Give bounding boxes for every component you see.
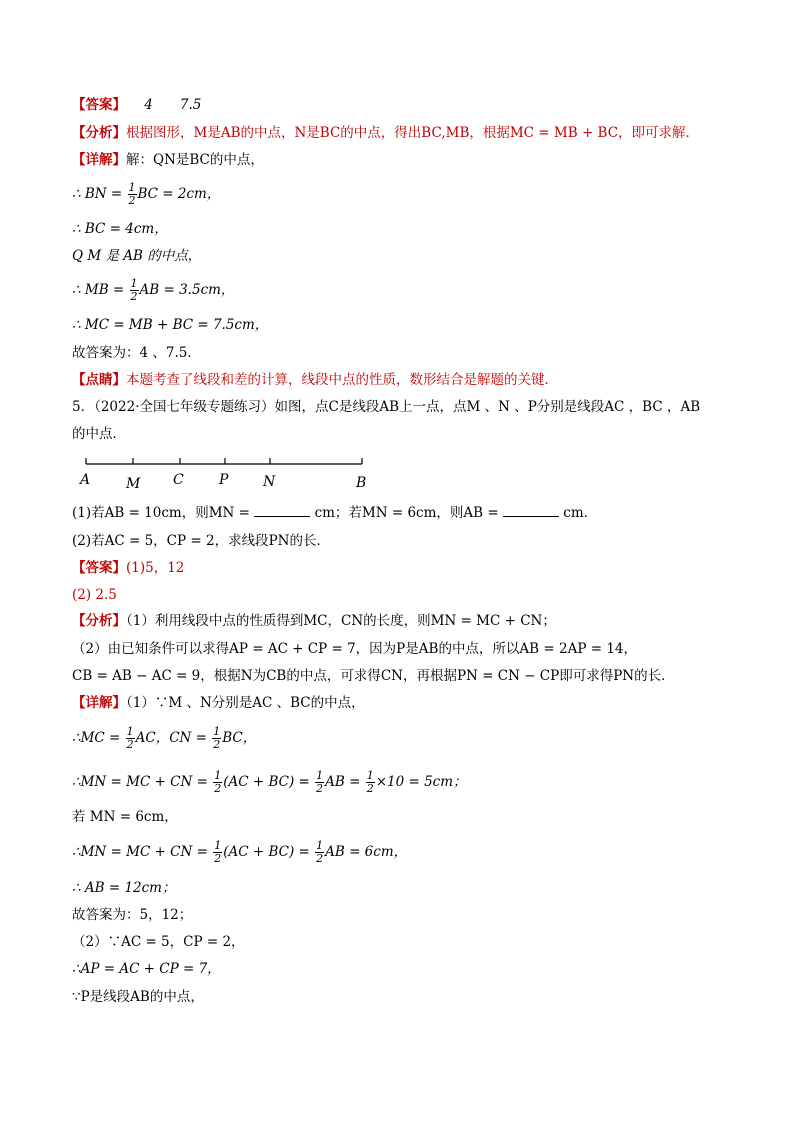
detail-line-1 <box>72 151 264 169</box>
answer-v1: (1)5，12 <box>126 560 185 576</box>
detail-tag: 【详解】 <box>72 695 126 711</box>
detail2-mn-6: ∴MN = MC + CN = $\frac{1}{2}$ (AC + BC) = $\frac{1}{2}$ AB = 6cm， <box>72 839 408 865</box>
label-c: C <box>173 472 184 488</box>
fraction-half: $\frac{1}{2}$ <box>214 769 222 795</box>
analysis-text: 根据图形，M是AB的中点，N是BC的中点，得出BC,MB，根据MC = MB + BC，即可求解． <box>126 125 700 141</box>
answer-line-2 <box>72 559 184 577</box>
analysis-line-1 <box>72 124 699 142</box>
answer-line-1 <box>72 96 201 114</box>
fraction-half: $\frac{1}{2}$ <box>128 181 136 207</box>
step-bn-lhs: ∴ BN = <box>72 186 127 202</box>
detail2-l9: ∴AP = AC + CP = 7， <box>72 961 221 977</box>
analysis2-l2: （2）由已知条件可以求得AP = AC + CP = 7，因为P是AB的中点，所以AB = 2AP = 14， <box>72 641 637 657</box>
fraction-half: $\frac{1}{2}$ <box>130 277 138 303</box>
step-mb-rhs: AB = 3.5cm， <box>139 282 235 298</box>
fraction-half: $\frac{1}{2}$ <box>316 839 324 865</box>
segment-figure <box>72 452 372 492</box>
step-bc: ∴ BC = 4cm， <box>72 221 168 237</box>
subquestion-2: (2)若AC = 5，CP = 2，求线段PN的长． <box>72 533 330 549</box>
step-bn <box>72 182 220 207</box>
fraction-half: $\frac{1}{2}$ <box>213 725 221 751</box>
analysis2-l1: （1）利用线段中点的性质得到MC，CN的长度，则MN = MC + CN； <box>126 613 556 629</box>
detail2-mn-calc: ∴MN = MC + CN = $\frac{1}{2}$ (AC + BC) = $\frac{1}{2}$ AB = $\frac{1}{2}$ ×10 = 5cm； <box>72 769 467 795</box>
step-mb-lhs: ∴ MB = <box>72 282 129 298</box>
answer-tag: 【答案】 <box>72 97 126 113</box>
fraction-half: $\frac{1}{2}$ <box>214 839 222 865</box>
final-answer-1: 故答案为：4 、7.5． <box>72 345 201 361</box>
analysis-tag: 【分析】 <box>72 613 126 629</box>
detail2-l1: （1）∵M 、N分别是AC 、BC的中点， <box>126 695 365 711</box>
subquestion-1 <box>72 504 597 522</box>
answer-values: 4 7.5 <box>144 97 202 113</box>
step-m-mid: Q M 是 AB 的中点， <box>72 248 202 264</box>
answer-v2: (2) 2.5 <box>72 587 117 603</box>
step-mc: ∴ MC = MB + BC = 7.5cm， <box>72 317 269 333</box>
fraction-half: $\frac{1}{2}$ <box>316 769 324 795</box>
label-m: M <box>126 476 141 492</box>
label-b: B <box>356 475 367 491</box>
question-5-line-1: 5．（2022·全国七年级专题练习）如图，点C是线段AB上一点，点M 、N 、P分别是线段AC ，BC ，AB <box>72 399 701 415</box>
step-bn-rhs: BC = 2cm， <box>137 186 221 202</box>
detail2-l6: ∴ AB = 12cm； <box>72 880 176 896</box>
detail2-l4: 若 MN = 6cm， <box>72 809 178 825</box>
detail-tag: 【详解】 <box>72 152 126 168</box>
label-p: P <box>219 472 229 488</box>
detail2-l8: （2）∵AC = 5，CP = 2， <box>72 934 245 950</box>
fraction-half: $\frac{1}{2}$ <box>126 725 134 751</box>
answer-tag: 【答案】 <box>72 560 126 576</box>
fraction-half: $\frac{1}{2}$ <box>366 769 374 795</box>
comment-text: 本题考查了线段和差的计算，线段中点的性质，数形结合是解题的关键． <box>126 372 558 388</box>
label-n: N <box>263 474 276 490</box>
label-a: A <box>80 472 91 488</box>
detail2-l10: ∵P是线段AB的中点， <box>72 989 204 1005</box>
analysis-line-2 <box>72 612 556 630</box>
question-5-line-2: 的中点． <box>72 426 126 442</box>
comment-tag: 【点睛】 <box>72 372 126 388</box>
detail2-l7: 故答案为：5，12； <box>72 907 193 923</box>
sub1-part-c: cm． <box>563 505 598 521</box>
analysis2-l3: CB = AB − AC = 9，根据N为CB的中点，可求得CN，再根据PN = CN − CP即可求得PN的长． <box>72 668 675 684</box>
sub1-part-a: (1)若AB = 10cm，则MN = <box>72 505 250 521</box>
sub1-part-b: cm；若MN = 6cm，则AB = <box>314 505 499 521</box>
blank-ab <box>503 504 559 517</box>
analysis-tag: 【分析】 <box>72 125 126 141</box>
blank-mn <box>254 504 310 517</box>
detail2-mc-cn: ∴MC = $\frac{1}{2}$ AC，CN = $\frac{1}{2}$ BC， <box>72 725 257 751</box>
comment-line-1 <box>72 371 558 389</box>
detail-line-2 <box>72 694 365 712</box>
detail-lead: 解：QN是BC的中点， <box>126 152 264 168</box>
step-mb <box>72 278 234 303</box>
